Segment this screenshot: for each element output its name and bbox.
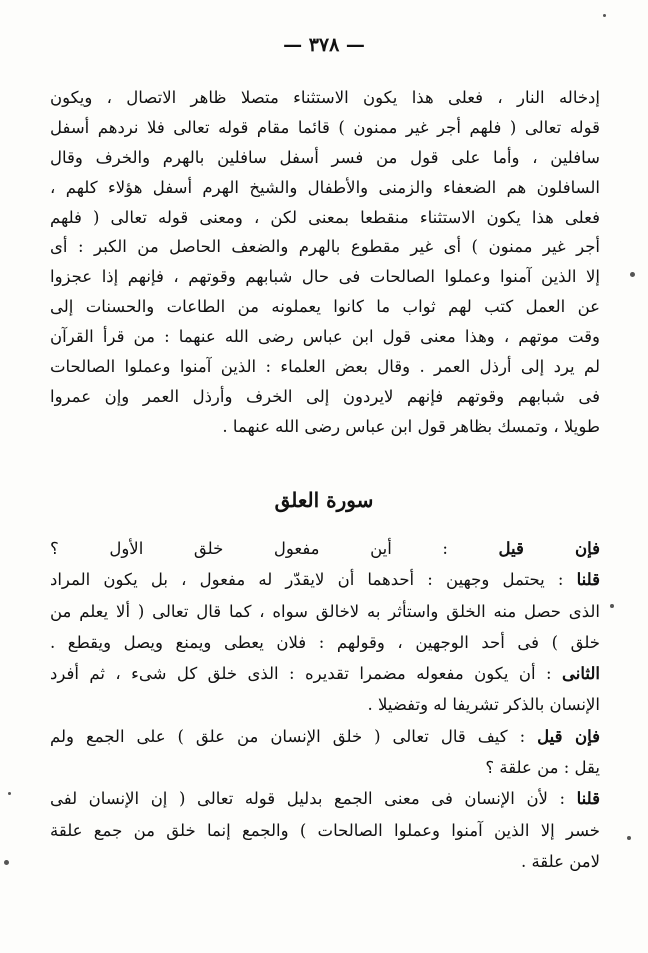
- text-line: [50, 846, 600, 877]
- lead-word: قلنا: [576, 789, 600, 809]
- text-line: وقت موتهم ، وهذا معنى قول ابن عباس رضى الله عنهما : من قرأ القرآن: [50, 327, 600, 347]
- surah-title: سورة العلق: [274, 488, 374, 512]
- line-text: لامن علقة .: [520, 851, 600, 871]
- text-line: [50, 564, 600, 595]
- text-line: إدخاله النار ، فعلى هذا يكون الاستثناء متصلا ظاهر الاتصال ، ويكون: [50, 88, 600, 107]
- line-text: الذى حصل منه الخلق واستأثر به لاخالق سواه ، كما قال تعالى ( ألا يعلم من: [50, 601, 600, 621]
- line-text: الإنسان بالذكر تشريفا له وتفضيلا .: [367, 695, 600, 715]
- line-text: خلق ) فى أحد الوجهين ، وقولهم : فلان يعطى ويمنع ويصل ويقطع .: [50, 632, 600, 652]
- text-line: فعلى هذا يكون الاستثناء منقطعا بمعنى لكن ، ومعنى قوله تعالى ( فلهم: [50, 207, 600, 227]
- lead-word: الثانى: [562, 664, 600, 684]
- text-line: سافلين ، وأما على قول من فسر أسفل سافلين بالهرم والخرف وقال: [50, 147, 600, 167]
- text-line: السافلون هم الضعفاء والزمنى والأطفال والشيخ الهرم أسفل هؤلاء كلهم ،: [50, 177, 600, 197]
- text-line: [50, 596, 600, 627]
- line-text: : كيف قال تعالى ( خلق الإنسان من علق ) على الجمع ولم: [50, 726, 538, 746]
- text-line: فى شبابهم وقوتهم فإنهم لايردون إلى الخرف وأرذل العمر وإن عمروا: [50, 386, 600, 406]
- text-line: [50, 783, 600, 814]
- text-line: [50, 815, 600, 846]
- scan-speck: [627, 836, 631, 840]
- line-text: : يحتمل وجهين : أحدهما أن لايقدّر له مفعول ، بل يكون المراد: [50, 570, 577, 590]
- page-number: — ٣٧٨ —: [283, 34, 365, 56]
- text-line: أجر غير ممنون ) أى غير مقطوع بالهرم والضعف الحاصل من الكبر : أى: [50, 237, 600, 257]
- scan-speck: [610, 604, 614, 608]
- text-line: قوله تعالى ( فلهم أجر غير ممنون ) قائما مقام قوله تعالى فلا نردهم أسفل: [50, 117, 600, 137]
- line-text: خسر إلا الذين آمنوا وعملوا الصالحات ) والجمع إنما خلق من جمع علقة: [50, 820, 600, 840]
- line-text: : أن يكون مفعوله مضمرا تقديره : الذى خلق كل شىء ، ثم أفرد: [50, 664, 563, 684]
- text-line: [50, 689, 600, 720]
- paragraph-one: [50, 83, 600, 442]
- text-line: لم يرد إلى أرذل العمر . وقال بعض العلماء : الذين آمنوا وعملوا الصالحات: [50, 357, 600, 377]
- paragraph-two: [50, 533, 600, 877]
- scan-speck: [4, 860, 9, 865]
- text-line: [50, 721, 600, 752]
- text-line: عن العمل كتب لهم ثواب ما كانوا يعملونه من الطاعات والحسنات إلى: [50, 297, 600, 317]
- line-text: : أين مفعول خلق الأول ؟: [50, 539, 499, 558]
- line-text: يقل : من علقة ؟: [485, 758, 600, 778]
- lead-word: قلنا: [576, 570, 600, 590]
- text-line: إلا الذين آمنوا وعملوا الصالحات فى حال شبابهم وقوتهم ، فإنهم إذا عجزوا: [50, 267, 600, 287]
- text-line: [50, 752, 600, 783]
- text-line: [50, 533, 600, 564]
- scan-speck: [8, 792, 11, 795]
- text-line: طويلا ، وتمسك بظاهر قول ابن عباس رضى الله عنهما .: [222, 416, 600, 436]
- text-line: [50, 627, 600, 658]
- lead-word: فإن قيل: [498, 539, 600, 558]
- text-line: [50, 658, 600, 689]
- scan-speck: [603, 14, 606, 17]
- line-text: : لأن الإنسان فى معنى الجمع بدليل قوله تعالى ( إن الإنسان لفى: [50, 789, 577, 809]
- scan-speck: [630, 272, 635, 277]
- lead-word: فإن قيل: [537, 726, 600, 746]
